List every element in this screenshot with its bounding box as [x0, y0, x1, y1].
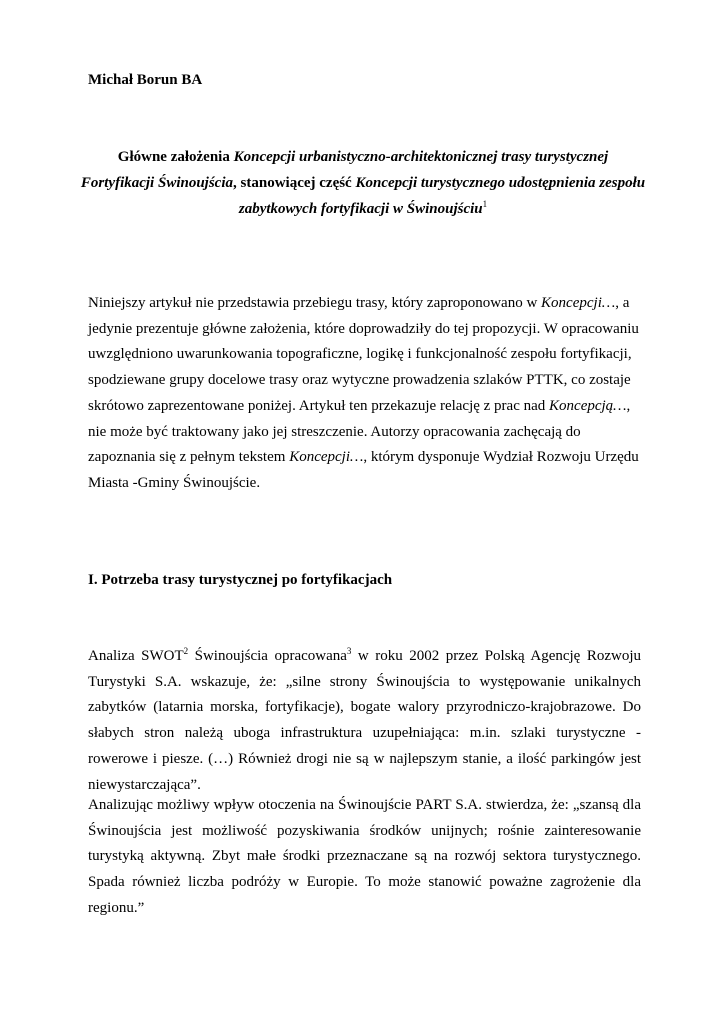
intro-italic-2: Koncepcją…: [549, 397, 627, 414]
swot-text-1: Analiza SWOT: [88, 648, 184, 664]
title-part-3: , stanowiącej część: [233, 175, 356, 191]
intro-text-4: , którym dysponuje Wydział Rozwoju Urzędu Miasta -Gminy Świnoujście.: [88, 449, 639, 491]
intro-italic-3: Koncepcji…: [289, 449, 364, 466]
footnote-ref-3: 3: [346, 646, 352, 656]
author-name: Michał Borun BA: [88, 72, 203, 88]
footnote-ref-2: 2: [183, 646, 189, 656]
intro-italic-1: Koncepcji…: [541, 295, 616, 311]
intro-text-3: , nie może być traktowany jako jej streszczenie. Autorzy opracowania zachęcają do zapoznania się z pełnym tekstem: [88, 397, 631, 466]
intro-text-1: Niniejszy artykuł nie przedstawia przebiegu trasy, który zaproponowano w: [88, 295, 542, 311]
section-heading: I. Potrzeba trasy turystycznej po fortyfikacjach: [88, 572, 393, 588]
swot-text-3: w roku 2002 przez Polską Agencję Rozwoju Turystyki S.A. wskazuje, że: „silne strony Świnoujścia to występowanie unikalnych zabytków (latarnia morska, fortyfikacje), bogate walory przyrodniczo-krajobrazowe. Do słabych stron należą uboga infrastruktura uzupełniająca: m.in. szlaki turystyczne - rowerowe i piesze. (…) Również drogi nie są w najlepszym stanie, a ilość parkingów jest niewystarczająca”.: [88, 648, 641, 793]
title-part-4: Koncepcji turystycznego udostępnienia zespołu zabytkowych fortyfikacji w Świnoujściu: [238, 175, 646, 217]
part-paragraph: Analizując możliwy wpływ otoczenia na Świnoujście PART S.A. stwierdza, że: „szansą dla Świnoujścia jest możliwość pozyskiwania środków unijnych; rośnie zainteresowanie turystyką aktywną. Zbyt małe środki przeznaczane są na rozwój sektora turystycznego. Spada również liczba podróży w Europie. To może stanowić poważne zagrożenie dla regionu.”: [88, 797, 641, 916]
intro-paragraph: [88, 291, 641, 497]
document-title: [80, 144, 646, 222]
swot-paragraph: [88, 644, 641, 798]
title-part-2: Koncepcji urbanistyczno-architektonicznej trasy turystycznej Fortyfikacji Świnoujścia: [80, 149, 609, 191]
footnote-ref-1: 1: [482, 199, 488, 209]
title-part-1: Główne założenia: [117, 149, 234, 165]
intro-text-2: , a jedynie prezentuje główne założenia, które doprowadziły do tej propozycji. W opracowaniu uwzględniono uwarunkowania topograficzne, logikę i funkcjonalność zespołu fortyfikacji, spodziewane grupy docelowe trasy oraz wytyczne prowadzenia szlaków PTTK, co zostaje skrótowo zaprezentowane poniżej. Artykuł ten przekazuje relację z prac nad: [88, 295, 639, 414]
swot-text-2: Świnoujścia opracowana: [188, 648, 347, 664]
